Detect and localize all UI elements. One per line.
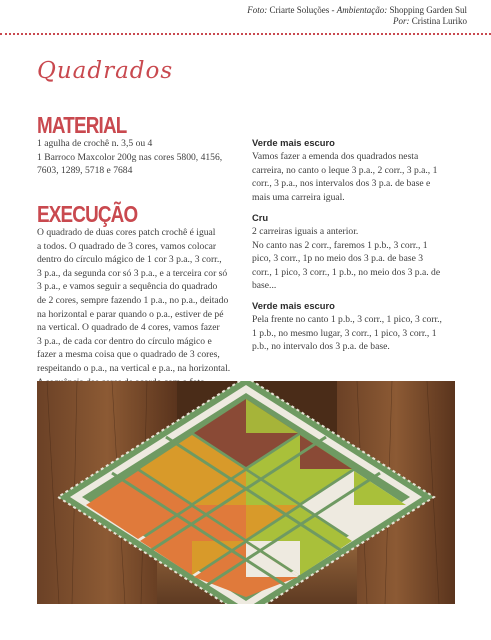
execucao-line: 3 p.a., e vamos seguir a sequência do quadrado <box>37 281 218 293</box>
execucao-line: O quadrado de duas cores patch crochê é igual <box>37 227 216 238</box>
section-subtitle-verde-2: Verde mais escuro <box>252 300 335 311</box>
execucao-line: a todos. O quadrado de 3 cores, vamos colocar <box>37 240 217 252</box>
section-line: pico, 3 corr., 1p no meio dos 3 p.a. de base 3 <box>252 253 424 265</box>
photo-credits <box>247 5 467 27</box>
crochet-mat-illustration <box>37 381 455 604</box>
material-line: 7603, 1289, 5718 e 7684 <box>37 165 133 177</box>
execucao-text <box>37 226 230 389</box>
section-subtitle-cru: Cru <box>252 212 269 223</box>
section-line: No canto nas 2 corr., faremos 1 p.b., 3 corr., 1 <box>252 239 428 251</box>
execucao-line: dentro do círculo mágico de 1 cor 3 p.a., 3 corr., <box>37 254 222 266</box>
section-line: p.b., no intervalo dos 3 p.a. de base. <box>252 341 390 353</box>
credits-line-1 <box>247 5 467 16</box>
section-line: 1 p.b., no mesmo lugar, 3 corr., 1 pico, 3 corr., 1 <box>252 327 437 339</box>
material-line: 1 Barroco Maxcolor 200g nas cores 5800, 4156, <box>37 151 223 163</box>
credit-value-ambientacao: Shopping Garden Sul <box>389 5 467 15</box>
credits-line-2 <box>247 16 467 27</box>
material-line: 1 agulha de crochê n. 3,5 ou 4 <box>37 138 153 149</box>
material-text <box>37 137 222 178</box>
execucao-line: respeitando o p.a., na vertical e p.a., na horizontal. <box>37 362 231 374</box>
section-line: base... <box>252 280 277 292</box>
section-text-cru <box>252 225 440 293</box>
credit-label-ambientacao: Ambientação: <box>336 5 388 15</box>
section-subtitle-verde-1: Verde mais escuro <box>252 137 335 148</box>
crochet-photo <box>37 381 455 604</box>
execucao-line: de 2 cores, sempre fazendo 1 p.a., no p.a., deitado <box>37 294 229 306</box>
execucao-heading: EXECUÇÃO <box>37 201 138 227</box>
dotted-divider <box>0 33 491 35</box>
credit-value-foto: Criarte Soluções - <box>269 5 337 15</box>
execucao-line: na horizontal e parar quando o p.a., estiver de pé <box>37 308 224 320</box>
execucao-line: 3 p.a., de cada cor dentro do círculo mágico e <box>37 335 212 347</box>
material-heading: MATERIAL <box>37 112 127 138</box>
page-title: Quadrados <box>37 58 174 84</box>
credit-label-foto: Foto: <box>247 5 268 15</box>
section-line: 2 carreiras iguais a anterior. <box>252 226 359 237</box>
section-line: Pela frente no canto 1 p.b., 3 corr., 1 pico, 3 corr., <box>252 314 442 325</box>
credit-label-por: Por: <box>393 16 410 26</box>
section-text-verde-1 <box>252 150 437 204</box>
execucao-line: fazer a mesma coisa que o quadrado de 3 cores, <box>37 349 220 361</box>
execucao-line: na vertical. O quadrado de 4 cores, vamos fazer <box>37 322 220 334</box>
section-line: mais uma carreira igual. <box>252 191 345 203</box>
section-line: corr., 1 pico, 3 corr., 1 p.b., no meio dos 3 p.a. de <box>252 266 441 278</box>
credit-value-por: Cristina Luriko <box>411 16 467 26</box>
section-line: Vamos fazer a emenda dos quadrados nesta <box>252 151 419 162</box>
section-line: corr., 3 p.a., nos intervalos dos 3 p.a. de base e <box>252 178 431 190</box>
section-text-verde-2 <box>252 313 442 354</box>
section-line: carreira, no canto o leque 3 p.a., 2 corr., 3 p.a., 1 <box>252 164 438 176</box>
execucao-line: 3 p.a., da segunda cor só 3 p.a., e a terceira cor só <box>37 267 228 279</box>
